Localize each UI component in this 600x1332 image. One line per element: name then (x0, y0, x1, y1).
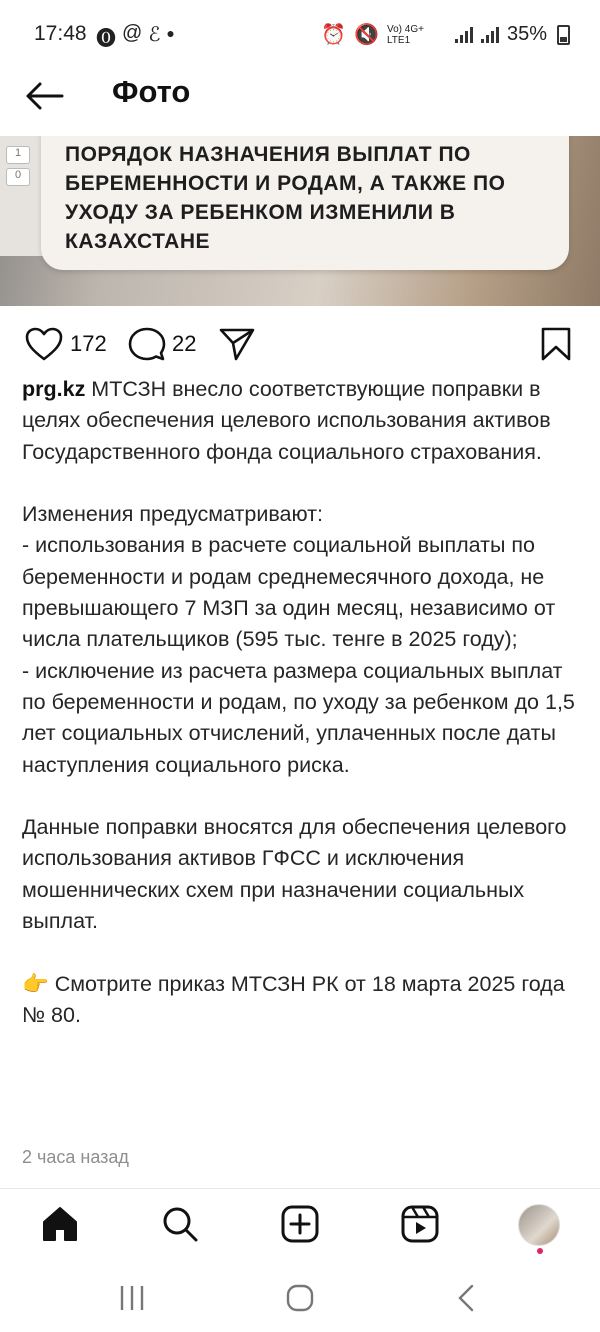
heart-icon (24, 326, 64, 362)
alarm-icon: ⏰ (321, 24, 347, 46)
battery-text: 35% (506, 23, 547, 45)
notification-dot (537, 1248, 543, 1254)
create-icon[interactable] (280, 1204, 320, 1244)
signal-icon-2 (481, 27, 499, 43)
nav-divider (0, 1188, 600, 1189)
dot-icon: ● (166, 25, 175, 41)
post-image[interactable] (0, 136, 600, 306)
search-icon[interactable] (160, 1204, 200, 1244)
post-time: 2 часа назад (22, 1147, 129, 1167)
top-header (0, 66, 600, 136)
recents-icon[interactable] (116, 1282, 148, 1314)
post-actions (0, 318, 600, 368)
headline-card (41, 136, 569, 270)
battery-icon (557, 25, 570, 45)
likes-count: 172 (70, 331, 107, 356)
at-icon: @ (122, 22, 143, 44)
reels-icon[interactable] (400, 1204, 440, 1244)
share-icon[interactable] (218, 326, 256, 362)
post-caption (22, 374, 582, 1031)
home-icon[interactable] (40, 1204, 80, 1244)
network-label: Vo) 4G+ LTE1 (386, 23, 424, 46)
page-title: Фото (112, 74, 191, 109)
comments-count: 22 (172, 331, 197, 356)
calc-key: 0 (6, 168, 30, 186)
app-icon: ℰ (148, 24, 161, 46)
image-headline: ПОРЯДОК НАЗНАЧЕНИЯ ВЫПЛАТ ПО БЕРЕМЕННОСТИ И РОДАМ, А ТАКЖЕ ПО УХОДУ ЗА РЕБЕНКОМ ИЗМЕНИЛИ В КАЗАХСТАНЕ (65, 143, 506, 253)
profile-avatar[interactable] (518, 1204, 560, 1246)
status-time: 17:48 (34, 22, 87, 45)
like-button[interactable] (24, 326, 107, 362)
calc-key: 1 (6, 146, 30, 164)
notification-icons (96, 22, 175, 51)
back-icon[interactable] (452, 1282, 484, 1314)
mute-icon: 🔇 (354, 24, 379, 46)
post-username[interactable]: prg.kz (22, 377, 86, 401)
status-right (321, 22, 570, 47)
signal-icon-1 (455, 27, 473, 43)
system-navigation (0, 1268, 600, 1332)
bottom-nav (0, 1196, 600, 1256)
caption-text: МТСЗН внесло соответствующие поправки в целях обеспечения целевого использования активов Государственного фонда социального страхования. Изменения предусматривают: - использования в расчете социальной выплаты по беременности и родам среднемесячного дохода, не превышающего 7 МЗП за один месяц, независимо от числа плательщиков (595 тыс. тенге в 2025 году); - исключение из расчета размера социальных выплат по беременности и родам, по уходу за ребенком до 1,5 лет социальных отчислений, уплаченных после даты наступления социального риска. Данные поправки вносятся для обеспечения целевого использования активов ГФСС и исключения мошеннических схем при назначении социальных выплат. 👉 Смотрите приказ МТСЗН РК от 18 марта 2025 года № 80. (22, 377, 575, 1027)
comment-icon (128, 326, 166, 362)
back-arrow-icon[interactable] (24, 80, 64, 112)
bookmark-icon[interactable] (540, 326, 572, 362)
messenger-icon: ⓿ (96, 28, 116, 50)
home-button-icon[interactable] (284, 1282, 316, 1314)
status-bar (0, 0, 600, 66)
comment-button[interactable] (128, 326, 196, 362)
